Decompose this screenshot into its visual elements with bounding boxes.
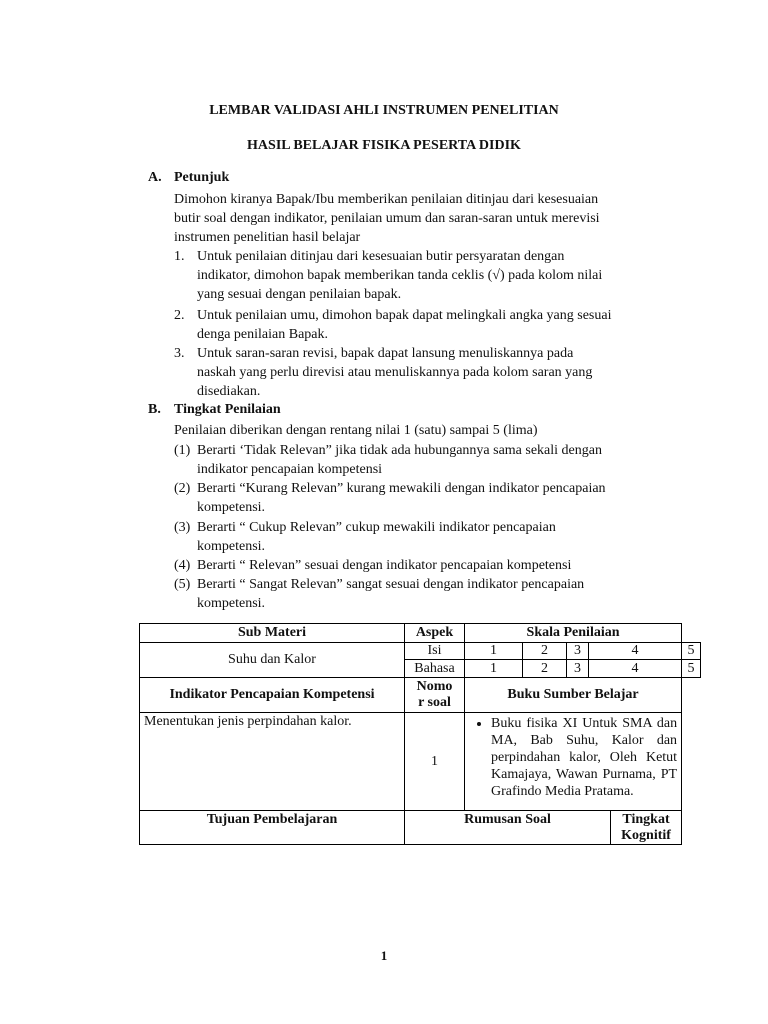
- scale-isi-2[interactable]: 2: [523, 643, 567, 660]
- section-a-intro: [174, 190, 658, 247]
- item-number: (1): [174, 443, 191, 458]
- item-line: Untuk penilaian ditinjau dari kesesuaian butir persyaratan dengan: [197, 249, 565, 264]
- buku-list: [469, 715, 677, 800]
- document-subtitle: HASIL BELAJAR FISIKA PESERTA DIDIK: [247, 138, 521, 153]
- item-line: disediakan.: [197, 384, 261, 399]
- scale-isi-3[interactable]: 3: [567, 643, 589, 660]
- scale-bahasa-1[interactable]: 1: [465, 660, 523, 678]
- section-b-intro: Penilaian diberikan dengan rentang nilai 1 (satu) sampai 5 (lima): [174, 423, 538, 438]
- item-line: Berarti “ Relevan” sesuai dengan indikator pencapaian kompetensi: [197, 558, 572, 573]
- item-line: naskah yang perlu direvisi atau menuliskannya pada kolom saran yang: [197, 365, 593, 380]
- scale-isi-1[interactable]: 1: [465, 643, 523, 660]
- intro-line: instrumen penelitian hasil belajar: [174, 230, 361, 245]
- header-indikator: Indikator Pencapaian Kompetensi: [140, 678, 405, 713]
- item-line: denga penilaian Bapak.: [197, 327, 329, 342]
- scale-bahasa-3[interactable]: 3: [567, 660, 589, 678]
- validation-table: [139, 623, 701, 845]
- item-line: indikator pencapaian kompetensi: [197, 462, 383, 477]
- tingkat-item-1: [174, 441, 658, 479]
- header-aspek: Aspek: [405, 624, 465, 643]
- page-number: 1: [380, 948, 388, 963]
- item-line: Berarti “ Sangat Relevan” sangat sesuai dengan indikator pencapaian: [197, 577, 585, 592]
- header-tingkat-line: Tingkat: [622, 812, 670, 827]
- tingkat-item-5: [174, 575, 658, 613]
- section-a-title: Petunjuk: [174, 170, 230, 185]
- scale-isi-5[interactable]: 5: [682, 643, 701, 660]
- petunjuk-item-2: [174, 306, 658, 344]
- item-number: (3): [174, 520, 191, 535]
- item-line: Berarti ‘Tidak Relevan” jika tidak ada hubungannya sama sekali dengan: [197, 443, 602, 458]
- header-buku-sumber: Buku Sumber Belajar: [465, 678, 682, 713]
- header-sub-materi: Sub Materi: [140, 624, 405, 643]
- section-a-letter: A.: [148, 170, 162, 185]
- intro-line: butir soal dengan indikator, penilaian umum dan saran-saran untuk merevisi: [174, 211, 600, 226]
- item-number: (5): [174, 577, 191, 592]
- aspek-isi: Isi: [405, 643, 465, 660]
- tingkat-item-3: [174, 518, 658, 556]
- scale-bahasa-5[interactable]: 5: [682, 660, 701, 678]
- tingkat-item-4: [174, 556, 658, 575]
- tingkat-item-2: [174, 479, 658, 517]
- petunjuk-item-1: [174, 247, 658, 304]
- scale-bahasa-2[interactable]: 2: [523, 660, 567, 678]
- section-b-title: Tingkat Penilaian: [174, 402, 281, 417]
- item-line: kompetensi.: [197, 539, 266, 554]
- header-tujuan: Tujuan Pembelajaran: [140, 811, 405, 845]
- item-number: 2.: [174, 308, 185, 323]
- header-tingkat-kognitif: [611, 811, 682, 845]
- item-line: Berarti “ Cukup Relevan” cukup mewakili indikator pencapaian: [197, 520, 556, 535]
- header-tingkat-line: Kognitif: [621, 828, 671, 843]
- nomor-soal-value: 1: [405, 713, 465, 811]
- item-line: kompetensi.: [197, 596, 266, 611]
- item-number: 1.: [174, 249, 185, 264]
- header-nomor-soal: [405, 678, 465, 713]
- item-line: yang sesuai dengan penilaian bapak.: [197, 287, 402, 302]
- header-nomor-line: r soal: [418, 695, 451, 710]
- intro-line: Dimohon kiranya Bapak/Ibu memberikan penilaian ditinjau dari kesesuaian: [174, 192, 599, 207]
- sub-materi-value: Suhu dan Kalor: [140, 643, 405, 678]
- scale-isi-4[interactable]: 4: [589, 643, 682, 660]
- petunjuk-item-3: [174, 344, 658, 401]
- indikator-value: Menentukan jenis perpindahan kalor.: [140, 713, 405, 811]
- item-number: (4): [174, 558, 191, 573]
- section-a-heading: [148, 170, 229, 186]
- section-b-heading: [148, 402, 281, 418]
- item-line: kompetensi.: [197, 500, 266, 515]
- item-number: (2): [174, 481, 191, 496]
- header-nomor-line: Nomo: [416, 679, 453, 694]
- header-rumusan-soal: Rumusan Soal: [405, 811, 611, 845]
- item-line: Untuk penilaian umu, dimohon bapak dapat melingkali angka yang sesuai: [197, 308, 612, 323]
- item-number: 3.: [174, 346, 185, 361]
- item-line: Untuk saran-saran revisi, bapak dapat lansung menuliskannya pada: [197, 346, 574, 361]
- scale-bahasa-4[interactable]: 4: [589, 660, 682, 678]
- item-line: Berarti “Kurang Relevan” kurang mewakili dengan indikator pencapaian: [197, 481, 606, 496]
- header-skala-penilaian: Skala Penilaian: [465, 624, 682, 643]
- buku-sumber-cell: [465, 713, 682, 811]
- item-line: indikator, dimohon bapak memberikan tanda ceklis (√) pada kolom nilai: [197, 268, 603, 283]
- aspek-bahasa: Bahasa: [405, 660, 465, 678]
- section-b-letter: B.: [148, 402, 161, 417]
- buku-item: • Buku fisika XI Untuk SMA dan MA, Bab Suhu, Kalor dan perpindahan kalor, Oleh Ketut Kamajaya, Wawan Purnama, PT Grafindo Media Pratama.: [491, 715, 677, 800]
- document-title: LEMBAR VALIDASI AHLI INSTRUMEN PENELITIAN: [209, 103, 559, 118]
